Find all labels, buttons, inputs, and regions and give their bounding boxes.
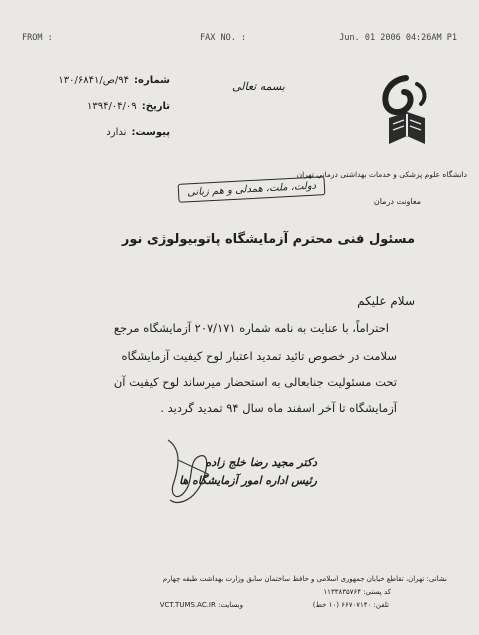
footer-address: نشانی: تهران، تقاطع خیابان جمهوری اسلامی و حافظ ساختمان سابق وزارت بهداشت طبقه چهارم [162,575,447,583]
fax-datetime: Jun. 01 2006 04:26AM P1 [339,33,457,43]
university-logo-icon [377,74,435,154]
signatory-title: رئیس اداره امور آزمایشگاه ها [179,474,317,487]
university-name: دانشگاه علوم پزشکی و خدمات بهداشتی درمانی تهران [296,170,467,179]
fax-from: FROM : [22,33,53,43]
footer-postal-code: کد پستی: ۱۱۳۳۸۳۵۷۶۴ [323,588,391,596]
slogan-stamp: دولت، ملت، همدلی و هم زبانی [178,176,326,203]
letter-attachment-value: ندارد [106,127,127,138]
recipient-line: مسئول فنی محترم آزمایشگاه پاتوبیولوژی نور [121,232,415,247]
letter-number-value: ۹۴/ص/۱۳۰/۶۸۴۱ [58,75,129,86]
body-line-3: تحت مسئولیت جنابعالی به استحضار میرساند لوح کیفیت آن [113,375,397,389]
body-line-2: سلامت در خصوص تائید تمدید اعتبار لوح کیفیت آزمایشگاه [121,349,397,363]
letter-date-value: ۱۳۹۴/۰۴/۰۹ [86,101,137,112]
bismillah-heading: بسمه تعالی [232,80,285,93]
letter-attachment-label: پیوست: [131,127,170,138]
letter-date-label: تاریخ: [141,101,170,112]
body-line-4: آزمایشگاه تا آخر اسفند ماه سال ۹۴ تمدید گردید . [160,401,397,415]
footer-phone: تلفن: ۶۶۷۰۷۱۴۰ (۱۰ خط) [312,601,389,609]
body-line-1: احتراماً، با عنایت به نامه شماره ۲۰۷/۱۷۱ آزمایشگاه مرجع [113,321,389,335]
fax-number: FAX NO. : [200,33,247,43]
handwritten-signature-icon [148,430,238,510]
footer-website: وبسایت: VCT.TUMS.AC.IR [159,601,243,609]
letter-number-row [40,68,170,87]
letter-attachment-row [40,120,170,139]
letter-number-label: شماره: [134,75,170,86]
letter-date-row [40,94,170,113]
signatory-name: دکتر مجید رضا خلج زاده [205,456,317,469]
greeting-line: سلام علیکم [357,294,415,308]
deputy-name: معاونت درمان [373,197,421,206]
